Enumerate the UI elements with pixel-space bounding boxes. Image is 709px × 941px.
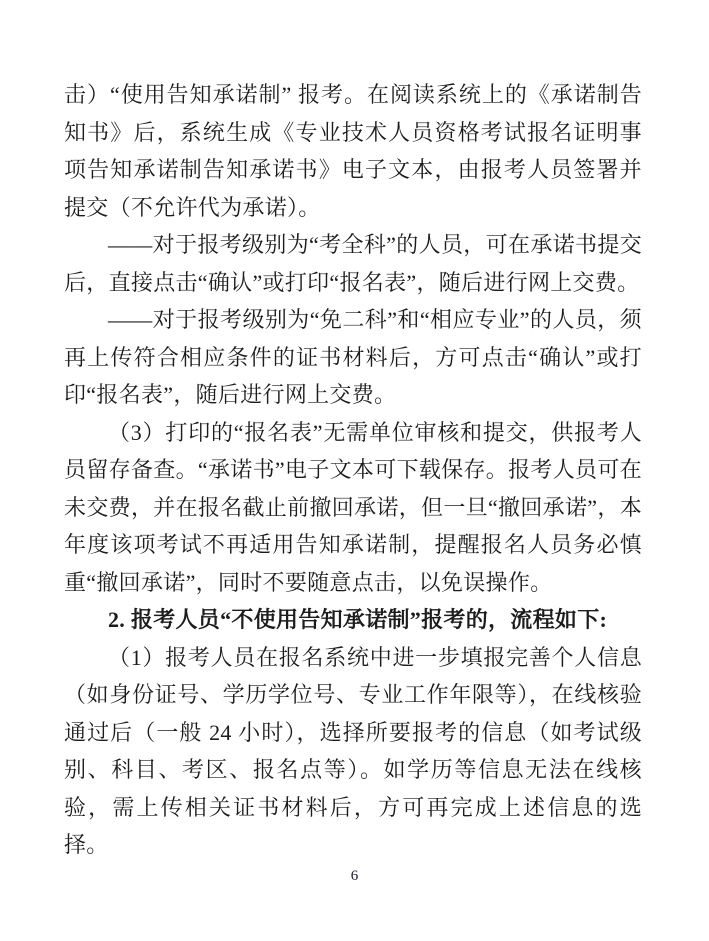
paragraph-item-3: （3）打印的“报名表”无需单位审核和提交，供报考人员留存备查。“承诺书”电子文本可下载保存。报考人员可在未交费，并在报名截止前撤回承诺，但一旦“撤回承诺”，本年度该项考试不再适用告知承诺制，提醒报名人员务必慎重“撤回承诺”，同时不要随意点击，以免误操作。 [64,419,642,595]
page-number: 6 [350,868,359,884]
paragraph-dash-item-full-exam: ——对于报考级别为“考全科”的人员，可在承诺书提交后，直接点击“确认”或打印“报名表”，随后进行网上交费。 [64,232,642,295]
paragraph-continuation: 击）“使用告知承诺制” 报考。在阅读系统上的《承诺制告知书》后，系统生成《专业技术人员资格考试报名证明事项告知承诺制告知承诺书》电子文本，由报考人员签署并提交（不允许代为承诺）。 [64,82,642,220]
document-body [64,76,642,864]
page-footer [0,866,709,886]
paragraph-dash-item-exempt-exam: ——对于报考级别为“免二科”和“相应专业”的人员，须再上传符合相应条件的证书材料后，方可点击“确认”或打印“报名表”，随后进行网上交费。 [64,307,642,407]
section-heading-2: 2. 报考人员“不使用告知承诺制”报考的，流程如下: [108,607,608,632]
paragraph-item-1: （1）报考人员在报名系统中进一步填报完善个人信息（如身份证号、学历学位号、专业工作年限等），在线核验通过后（一般 24 小时），选择所要报考的信息（如考试级别、科目、考区、报名点等）。如学历等信息无法在线核验，需上传相关证书材料后，方可再完成上述信息的选择。 [64,644,642,857]
